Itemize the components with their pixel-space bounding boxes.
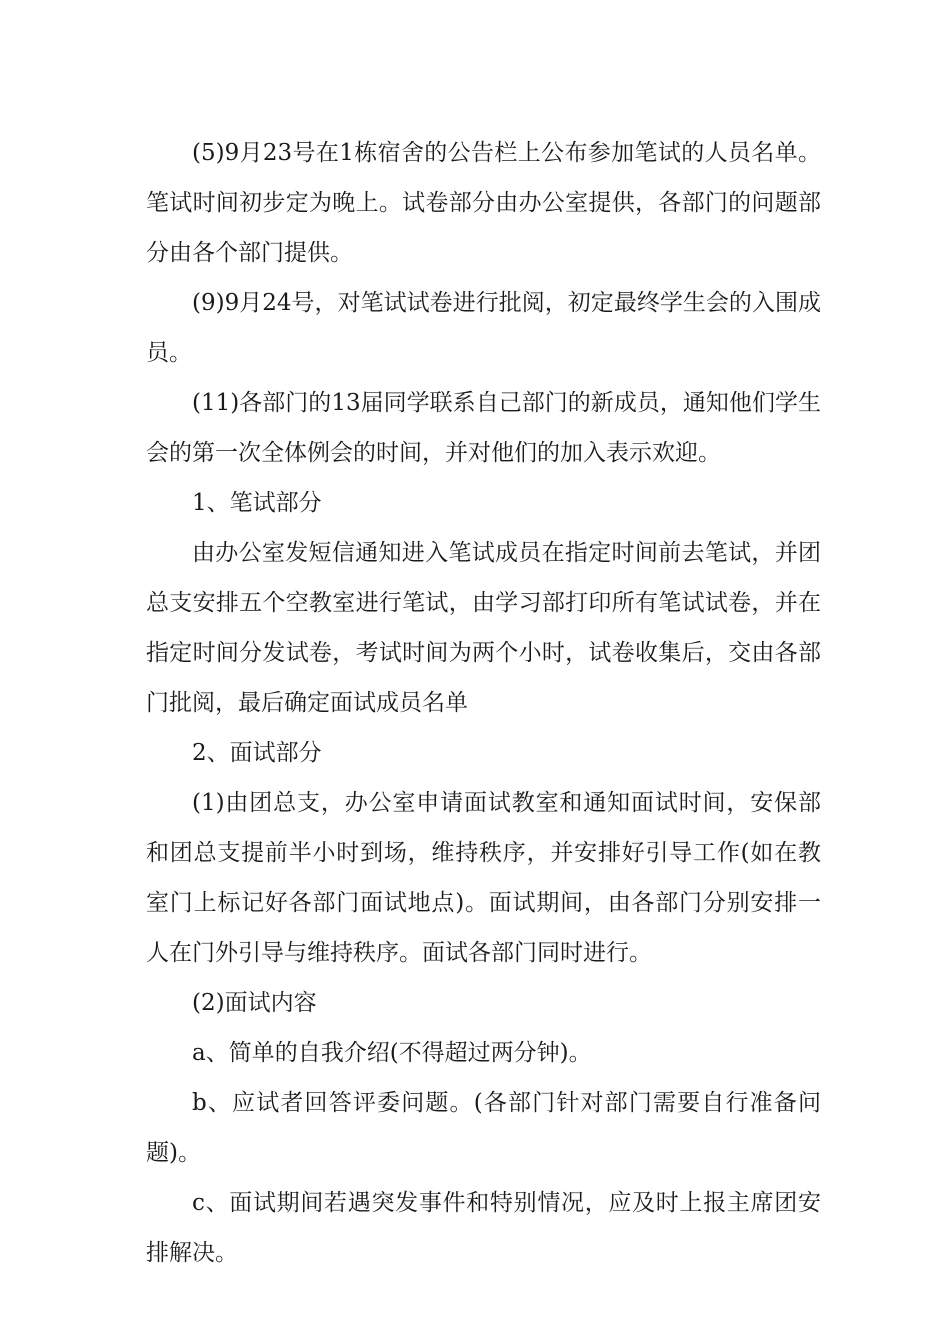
list-item-a: a、简单的自我介绍(不得超过两分钟)。 xyxy=(192,1040,592,1066)
paragraph-item-9: (9)9月24号，对笔试试卷进行批阅，初定最终学生会的入围成员。 xyxy=(146,290,821,366)
section-heading-written-test: 1、笔试部分 xyxy=(192,490,322,516)
list-item-b: b、应试者回答评委问题。(各部门针对部门需要自行准备问题)。 xyxy=(146,1090,821,1166)
list-item-c: c、面试期间若遇突发事件和特别情况，应及时上报主席团安排解决。 xyxy=(146,1190,821,1266)
paragraph-item-11: (11)各部门的13届同学联系自己部门的新成员，通知他们学生会的第一次全体例会的时间，并对他们的加入表示欢迎。 xyxy=(146,390,821,466)
paragraph-written-test: 由办公室发短信通知进入笔试成员在指定时间前去笔试，并团总支安排五个空教室进行笔试，由学习部打印所有笔试试卷，并在指定时间分发试卷，考试时间为两个小时，试卷收集后，交由各部门批阅，最后确定面试成员名单 xyxy=(146,540,821,716)
subheading-interview-content: (2)面试内容 xyxy=(192,990,317,1016)
document-body xyxy=(146,128,821,1278)
paragraph-item-5: (5)9月23号在1栋宿舍的公告栏上公布参加笔试的人员名单。笔试时间初步定为晚上。试卷部分由办公室提供，各部门的问题部分由各个部门提供。 xyxy=(146,140,821,266)
section-heading-interview: 2、面试部分 xyxy=(192,740,322,766)
paragraph-interview-1: (1)由团总支，办公室申请面试教室和通知面试时间，安保部和团总支提前半小时到场，维持秩序，并安排好引导工作(如在教室门上标记好各部门面试地点)。面试期间，由各部门分别安排一人在门外引导与维持秩序。面试各部门同时进行。 xyxy=(146,790,821,966)
